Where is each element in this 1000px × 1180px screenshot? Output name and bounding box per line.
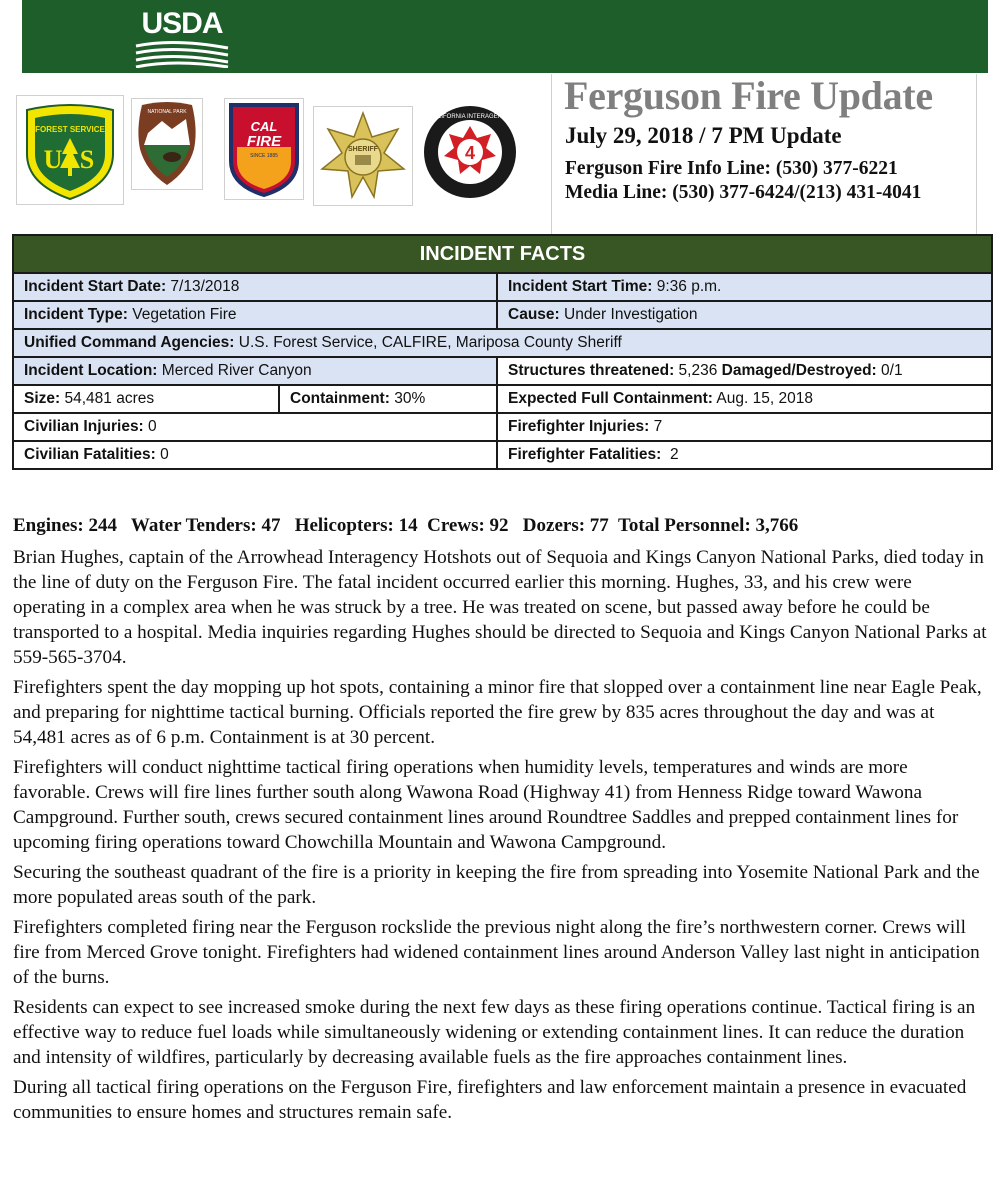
usda-banner	[22, 0, 988, 73]
agencies-label: Unified Command Agencies:	[24, 334, 235, 351]
location-label: Incident Location:	[24, 362, 158, 379]
svg-text:CALIFORNIA INTERAGENCY: CALIFORNIA INTERAGENCY	[429, 114, 511, 120]
start-date-value: 7/13/2018	[170, 278, 240, 295]
start-time-label: Incident Start Time:	[508, 278, 653, 295]
paragraph: During all tactical firing operations on the Ferguson Fire, firefighters and law enforcement maintain a presence in evacuated communities to ensure homes and structures remain safe.	[13, 1077, 967, 1123]
usda-logo	[134, 8, 230, 68]
svg-text:S: S	[79, 145, 95, 174]
expected-containment-label: Expected Full Containment:	[508, 390, 713, 407]
expected-containment-cell	[497, 385, 992, 413]
media-line: Media Line: (530) 377-6424/(213) 431-4041	[565, 182, 922, 203]
incident-type-value: Vegetation Fire	[132, 306, 237, 323]
resources-text: Engines: 244 Water Tenders: 47 Helicopters: 14 Crews: 92 Dozers: 77 Total Personnel: 3,766	[13, 515, 799, 536]
firefighter-injuries-value: 7	[653, 418, 663, 435]
containment-label: Containment:	[290, 390, 390, 407]
header-divider-right	[976, 74, 977, 234]
update-date: July 29, 2018 / 7 PM Update	[565, 123, 842, 148]
paragraph: Securing the southeast quadrant of the fire is a priority in keeping the fire from spreading into Yosemite National Park and the more populated areas south of the park.	[13, 862, 980, 908]
resources-line	[13, 515, 798, 537]
location-value: Merced River Canyon	[161, 362, 312, 379]
cause-label: Cause:	[508, 306, 560, 323]
containment-value: 30%	[394, 390, 426, 407]
damaged-label: Damaged/Destroyed:	[721, 362, 877, 379]
containment-cell	[279, 385, 497, 413]
agencies-value: U.S. Forest Service, CALFIRE, Mariposa County Sheriff	[238, 334, 622, 351]
firefighter-injuries-label: Firefighter Injuries:	[508, 418, 650, 435]
header-divider	[551, 74, 552, 234]
civilian-fatalities-value: 0	[160, 446, 169, 463]
paragraph: Firefighters will conduct nighttime tactical firing operations when humidity levels, temperatures and winds are more favorable. Crews will fire lines further south along Wawona Road (Highway 41) from Henness Ridge toward Wawona Campground. Further south, crews secured containment lines around Roundtree Saddles and prepped containment lines for upcoming firing operations toward Chowchilla Mountain and Wawona Campground.	[13, 757, 959, 853]
sheriff-badge-logo	[313, 106, 413, 206]
structures-label: Structures threatened:	[508, 362, 675, 379]
expected-containment-value: Aug. 15, 2018	[716, 390, 813, 407]
start-time-cell	[497, 273, 992, 301]
paragraph: Firefighters spent the day mopping up hot spots, containing a minor fire that slopped over a containment line near Eagle Peak, and preparing for nighttime tactical burning. Officials reported the fire grew by 835 acres throughout the day and was at 54,481 acres as of 6 p.m. Containment is at 30 percent.	[13, 677, 982, 748]
firefighter-fatalities-value: 2	[669, 446, 679, 463]
incident-type-label: Incident Type:	[24, 306, 128, 323]
firefighter-fatalities-cell	[497, 441, 992, 469]
firefighter-fatalities-label: Firefighter Fatalities:	[508, 446, 662, 463]
start-time-value: 9:36 p.m.	[656, 278, 722, 295]
incident-type-cell	[13, 301, 497, 329]
svg-text:SHERIFF: SHERIFF	[348, 146, 378, 153]
usda-swoosh-icon	[134, 40, 230, 68]
forest-service-logo	[16, 95, 124, 205]
incident-facts-heading: INCIDENT FACTS	[13, 235, 992, 273]
agency-logos	[14, 92, 544, 210]
civilian-injuries-value: 0	[148, 418, 157, 435]
svg-text:4: 4	[464, 143, 476, 163]
paragraph: Residents can expect to see increased smoke during the next few days as these firing operations continue. Tactical firing is an effective way to reduce fuel loads while simultaneously widening or extending containment lines. It can reduce the duration and intensity of wildfires, particularly by decreasing available fuels as the fire approaches containment lines.	[13, 997, 976, 1068]
damaged-value: 0/1	[881, 362, 903, 379]
paragraph: Firefighters completed firing near the Ferguson rockslide the previous night along the fire’s northwestern corner. Crews will fire from Merced Grove tonight. Firefighters had widened containment lines around Anderson Valley last night in anticipation of the burns.	[13, 917, 980, 988]
civilian-fatalities-cell	[13, 441, 497, 469]
svg-text:CAL: CAL	[250, 119, 278, 134]
svg-text:SINCE 1885: SINCE 1885	[250, 153, 278, 159]
paragraph: Brian Hughes, captain of the Arrowhead Interagency Hotshots out of Sequoia and Kings Canyon National Parks, died today in the line of duty on the Ferguson Fire. The fatal incident occurred earlier this morning. Hughes, 33, and his crew were operating in a complex area when he was struck by a tree. He was treated on scene, but passed away before he could be transported to a hospital. Media inquiries regarding Hughes should be directed to Sequoia and Kings Canyon National Parks at 559-565-3704.	[13, 547, 987, 668]
start-date-cell	[13, 273, 497, 301]
civilian-injuries-label: Civilian Injuries:	[24, 418, 144, 435]
info-line: Ferguson Fire Info Line: (530) 377-6221	[565, 158, 898, 179]
usda-logo-text: USDA	[141, 7, 223, 40]
size-cell	[13, 385, 279, 413]
cause-cell	[497, 301, 992, 329]
civilian-fatalities-label: Civilian Fatalities:	[24, 446, 156, 463]
size-value: 54,481 acres	[64, 390, 155, 407]
update-body	[13, 545, 988, 1130]
start-date-label: Incident Start Date:	[24, 278, 167, 295]
page-title: Ferguson Fire Update	[564, 73, 933, 118]
cal-fire-logo	[224, 98, 304, 200]
national-park-service-logo	[131, 98, 203, 190]
incident-facts-table	[12, 234, 993, 470]
svg-text:U: U	[43, 145, 63, 174]
firefighter-injuries-cell	[497, 413, 992, 441]
location-cell	[13, 357, 497, 385]
size-label: Size:	[24, 390, 61, 407]
cause-value: Under Investigation	[564, 306, 698, 323]
incident-management-team-4-logo	[422, 104, 518, 200]
civilian-injuries-cell	[13, 413, 497, 441]
structures-value: 5,236	[678, 362, 718, 379]
svg-text:NATIONAL PARK: NATIONAL PARK	[147, 109, 187, 115]
agencies-cell	[13, 329, 992, 357]
svg-text:FOREST SERVICE: FOREST SERVICE	[35, 125, 105, 134]
structures-cell	[497, 357, 992, 385]
svg-text:FIRE: FIRE	[246, 133, 282, 150]
